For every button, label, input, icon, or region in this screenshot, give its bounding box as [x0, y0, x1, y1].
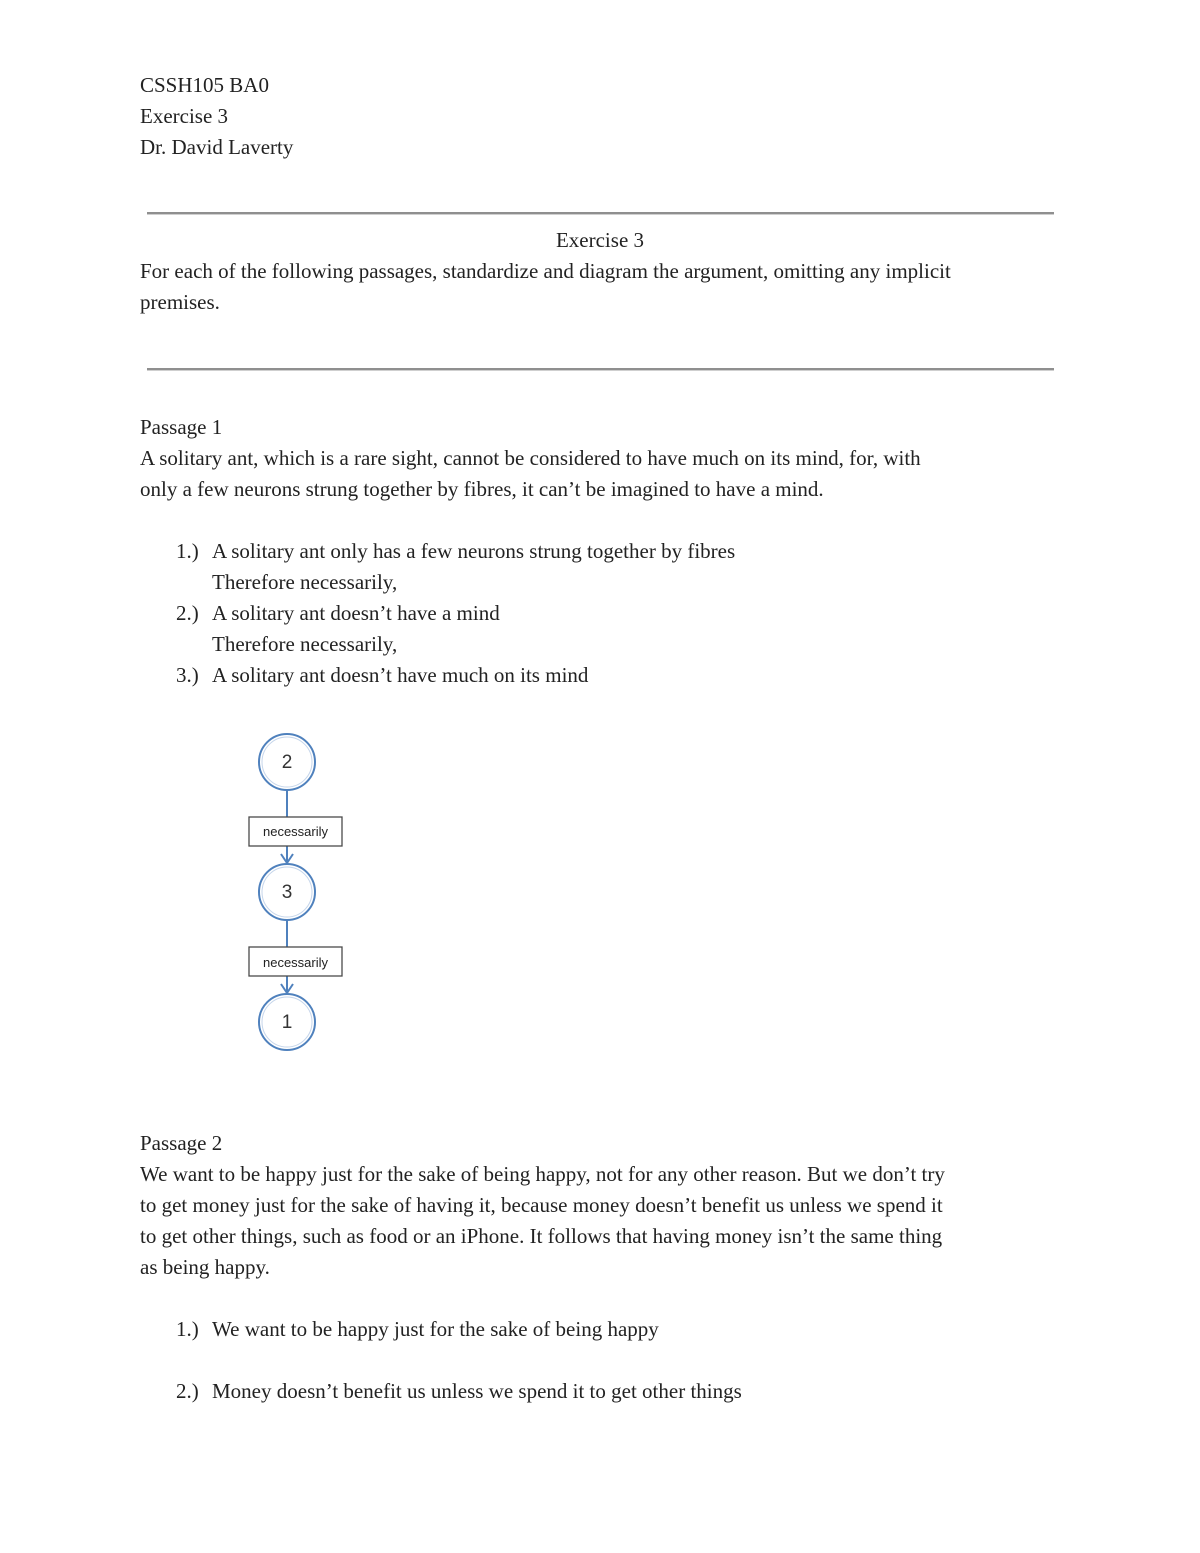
instructor-name: Dr. David Laverty	[140, 135, 294, 159]
diagram-node-middle: 3	[281, 882, 293, 903]
instructions-title: Exercise 3	[555, 228, 645, 252]
diagram-node-bottom: 1	[281, 1012, 293, 1033]
diagram-node-top: 2	[281, 752, 293, 773]
passage-1-text-line-1: A solitary ant, which is a rare sight, cannot be considered to have much on its mind, for, with	[140, 446, 921, 470]
p1-step-2-text: A solitary ant doesn’t have a mind	[212, 601, 500, 625]
passage-1-text-line-2: only a few neurons strung together by fibres, it can’t be imagined to have a mind.	[140, 477, 824, 501]
p1-step-1-number: 1.)	[176, 539, 199, 563]
argument-diagram	[240, 726, 360, 1056]
p1-step-2-number: 2.)	[176, 601, 199, 625]
p2-step-2-text: Money doesn’t benefit us unless we spend it to get other things	[212, 1379, 742, 1403]
course-code: CSSH105 BA0	[140, 73, 269, 97]
exercise-label: Exercise 3	[140, 104, 229, 128]
diagram-label-1: necessarily	[262, 824, 329, 839]
p1-step-1-text: A solitary ant only has a few neurons strung together by fibres	[212, 539, 736, 563]
passage-1-title: Passage 1	[140, 415, 223, 439]
p2-step-2-number: 2.)	[176, 1379, 199, 1403]
passage-2-line-2: to get money just for the sake of having it, because money doesn’t benefit us unless we spend it	[140, 1193, 943, 1217]
passage-2-line-3: to get other things, such as food or an iPhone. It follows that having money isn’t the same thing	[140, 1224, 943, 1248]
p1-step-3-number: 3.)	[176, 663, 199, 687]
passage-2-line-4: as being happy.	[140, 1255, 270, 1279]
p1-step-3-text: A solitary ant doesn’t have much on its mind	[212, 663, 589, 687]
instructions-line-1: For each of the following passages, standardize and diagram the argument, omitting any implicit	[140, 259, 951, 283]
divider-bottom	[147, 368, 1054, 371]
p2-step-1-number: 1.)	[176, 1317, 199, 1341]
diagram-label-2: necessarily	[262, 955, 329, 970]
p1-step-2-inference: Therefore necessarily,	[212, 632, 398, 656]
passage-2-line-1: We want to be happy just for the sake of being happy, not for any other reason. But we don’t try	[140, 1162, 945, 1186]
passage-2-title: Passage 2	[140, 1131, 223, 1155]
divider-top	[147, 212, 1054, 215]
instructions-line-2: premises.	[140, 290, 220, 314]
p1-step-1-inference: Therefore necessarily,	[212, 570, 398, 594]
p2-step-1-text: We want to be happy just for the sake of being happy	[212, 1317, 659, 1341]
